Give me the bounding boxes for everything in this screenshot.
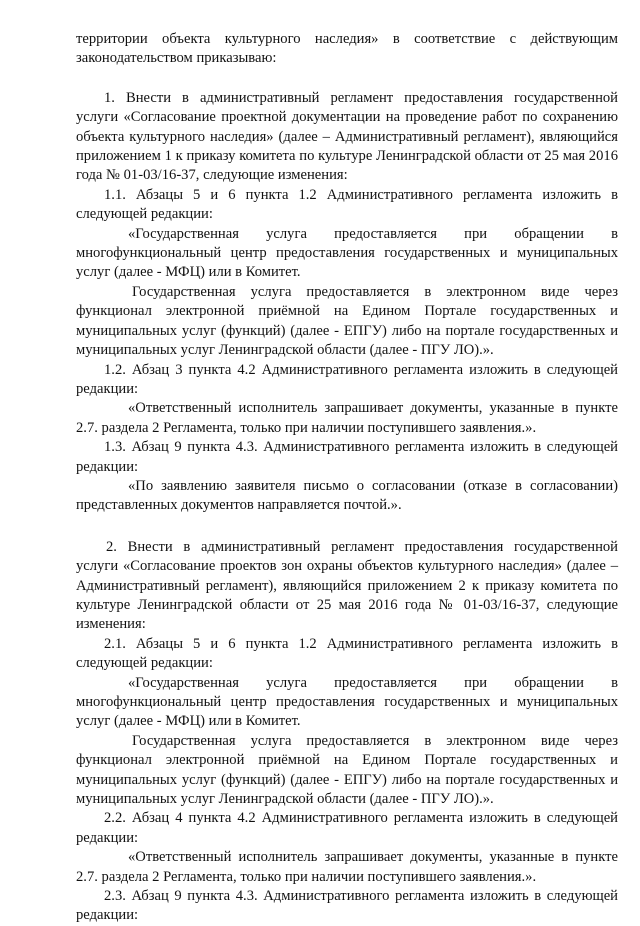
section-2-paragraph: 2. Внести в административный регламент предоставления государственной услуги «Согласование проектов зон охраны объектов культурного наследия» (далее – Административный регламент), являющийся приложением 2 к приказу комитета по культуре Ленинградской области от 25 мая 2016 года № 01-03/16-37, следующие изменения: — [76, 538, 618, 633]
item-2-1-paragraph: 2.1. Абзацы 5 и 6 пункта 1.2 Административного регламента изложить в следующей редакции: — [76, 635, 618, 672]
section-1-paragraph: 1. Внести в административный регламент предоставления государственной услуги «Согласование проектной документации на проведение работ по сохранению объекта культурного наследия» (далее – Административный регламент), являющийся приложением 1 к приказу комитета по культуре Ленинградской области от 25 мая 2016 года № 01-03/16-37, следующие изменения: — [76, 89, 618, 184]
item-2-1-quote-2: Государственная услуга предоставляется в электронном виде через функционал электронной приёмной на Едином Портале государственных и муниципальных услуг (функций) (далее - ЕПГУ) либо на портале государственных и муниципальных услуг Ленинградской области (далее - ПГУ ЛО).». — [76, 732, 618, 808]
item-1-3-paragraph: 1.3. Абзац 9 пункта 4.3. Административного регламента изложить в следующей редакции: — [76, 439, 618, 475]
item-1-2-paragraph: 1.2. Абзац 3 пункта 4.2 Административного регламента изложить в следующей редакции: — [76, 361, 618, 397]
item-2-2-quote: «Ответственный исполнитель запрашивает документы, указанные в пункте 2.7. раздела 2 Регламента, только при наличии поступившего заявления.». — [76, 849, 618, 885]
item-2-2-paragraph: 2.2. Абзац 4 пункта 4.2 Административного регламента изложить в следующей редакции: — [76, 810, 618, 846]
item-2-1-quote-1: «Государственная услуга предоставляется при обращении в многофункциональный центр предоставления государственных и муниципальных услуг (далее - МФЦ) или в Комитет. — [76, 674, 618, 730]
spacer — [76, 516, 618, 538]
spacer — [76, 69, 618, 89]
item-1-1-paragraph: 1.1. Абзацы 5 и 6 пункта 1.2 Административного регламента изложить в следующей редакции: — [76, 186, 618, 223]
item-1-3-quote: «По заявлению заявителя письмо о согласовании (отказе в согласовании) представленных документов направляется почтой.». — [76, 477, 618, 514]
item-1-2-quote: «Ответственный исполнитель запрашивает документы, указанные в пункте 2.7. раздела 2 Регламента, только при наличии поступившего заявления.». — [76, 400, 618, 436]
intro-paragraph: территории объекта культурного наследия» в соответствие с действующим законодательством приказываю: — [76, 31, 618, 67]
item-1-1-quote-1: «Государственная услуга предоставляется при обращении в многофункциональный центр предоставления государственных и муниципальных услуг (далее - МФЦ) или в Комитет. — [76, 225, 618, 281]
item-1-1-quote-2: Государственная услуга предоставляется в электронном виде через функционал электронной приёмной на Едином Портале государственных и муниципальных услуг (функций) (далее - ЕПГУ) либо на портале государственных и муниципальных услуг Ленинградской области (далее - ПГУ ЛО).». — [76, 283, 618, 359]
item-2-3-paragraph: 2.3. Абзац 9 пункта 4.3. Административного регламента изложить в следующей редакции: — [76, 888, 618, 924]
